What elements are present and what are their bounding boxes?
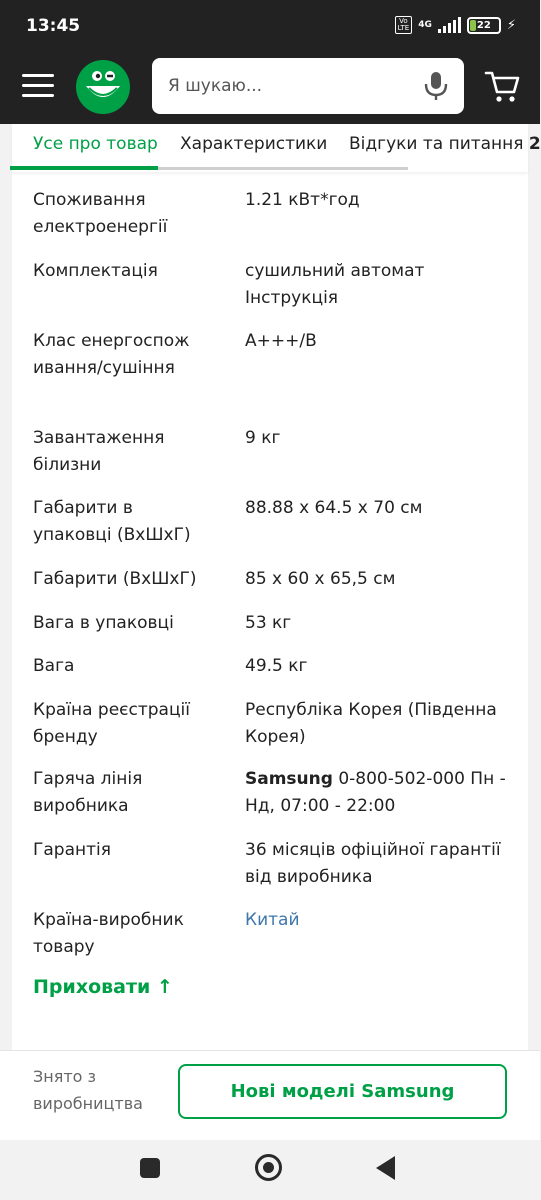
active-tab-indicator bbox=[10, 166, 158, 170]
mic-icon[interactable] bbox=[422, 71, 450, 101]
battery-level bbox=[470, 20, 476, 31]
spec-value: 85 x 60 x 65,5 см bbox=[245, 569, 396, 589]
arrow-up-icon: ↑ bbox=[156, 976, 173, 998]
country-link[interactable]: Китай bbox=[245, 910, 300, 930]
spec-value: 1.21 кВт*год bbox=[245, 190, 360, 210]
battery-icon bbox=[467, 17, 501, 34]
spec-label: Вага в упаковці bbox=[33, 613, 174, 633]
spec-label: Завантаження білизни bbox=[33, 428, 165, 475]
home-icon[interactable] bbox=[255, 1154, 282, 1181]
spec-label: Клас енергоспоживання/сушіння bbox=[33, 331, 190, 378]
battery-percent: 22 bbox=[476, 19, 491, 31]
status-bar bbox=[0, 0, 540, 52]
tab-reviews[interactable]: Відгуки та питання 2 bbox=[349, 134, 541, 154]
spec-label: Комплектація bbox=[33, 261, 158, 281]
spec-label: Гарантія bbox=[33, 840, 111, 860]
signal-icon bbox=[438, 17, 461, 33]
product-tabs bbox=[12, 124, 541, 172]
new-models-button[interactable]: Нові моделі Samsung bbox=[178, 1064, 507, 1119]
spec-value: 9 кг bbox=[245, 428, 281, 448]
spec-label: Споживання електроенергії bbox=[33, 190, 168, 237]
system-nav-bar bbox=[0, 1140, 540, 1200]
spec-label: Країна-виробник товару bbox=[33, 910, 184, 957]
spec-label: Країна реєстрації бренду bbox=[33, 700, 190, 747]
network-4g-icon: 4G bbox=[418, 19, 432, 30]
discontinued-status: Знято з виробництва bbox=[33, 1067, 143, 1113]
spec-value: 53 кг bbox=[245, 613, 292, 633]
spec-label: Габарити в упаковці (ВхШхГ) bbox=[33, 498, 191, 545]
hide-specs-link[interactable]: Приховати ↑ bbox=[33, 976, 173, 998]
tab-all-about-product[interactable]: Усе про товар bbox=[33, 134, 158, 154]
reviews-count: 2 bbox=[528, 134, 541, 154]
spec-value: 88.88 x 64.5 x 70 см bbox=[245, 498, 423, 518]
charging-icon: ⚡ bbox=[506, 17, 516, 33]
spec-value: A+++/B bbox=[245, 331, 317, 351]
status-icons bbox=[395, 16, 516, 34]
spec-label: Вага bbox=[33, 656, 75, 676]
search-box bbox=[152, 58, 464, 114]
spec-value: Samsung 0-800-502-000 Пн - Нд, 07:00 - 22:00 bbox=[245, 769, 506, 816]
logo-icon[interactable] bbox=[74, 58, 132, 116]
spec-label: Гаряча лінія виробника bbox=[33, 769, 143, 816]
spec-value: 36 місяців офіційної гарантії від виробника bbox=[245, 840, 501, 887]
back-icon[interactable] bbox=[376, 1156, 395, 1180]
hotline-brand: Samsung bbox=[245, 769, 333, 789]
cart-icon[interactable] bbox=[484, 68, 520, 104]
app-header bbox=[0, 52, 540, 124]
status-time: 13:45 bbox=[26, 16, 81, 36]
menu-icon[interactable] bbox=[22, 72, 54, 100]
spec-value: Республіка Корея (Південна Корея) bbox=[245, 700, 497, 747]
tab-scroll-track bbox=[158, 167, 408, 170]
tab-characteristics[interactable]: Характеристики bbox=[180, 134, 328, 154]
spec-value: 49.5 кг bbox=[245, 656, 308, 676]
search-input[interactable] bbox=[168, 58, 408, 114]
spec-label: Габарити (ВхШхГ) bbox=[33, 569, 197, 589]
spec-value: сушильний автомат Інструкція bbox=[245, 261, 425, 308]
recents-icon[interactable] bbox=[140, 1158, 160, 1178]
bottom-action-bar bbox=[0, 1050, 540, 1140]
volte-icon: Vo LTE bbox=[395, 16, 413, 34]
